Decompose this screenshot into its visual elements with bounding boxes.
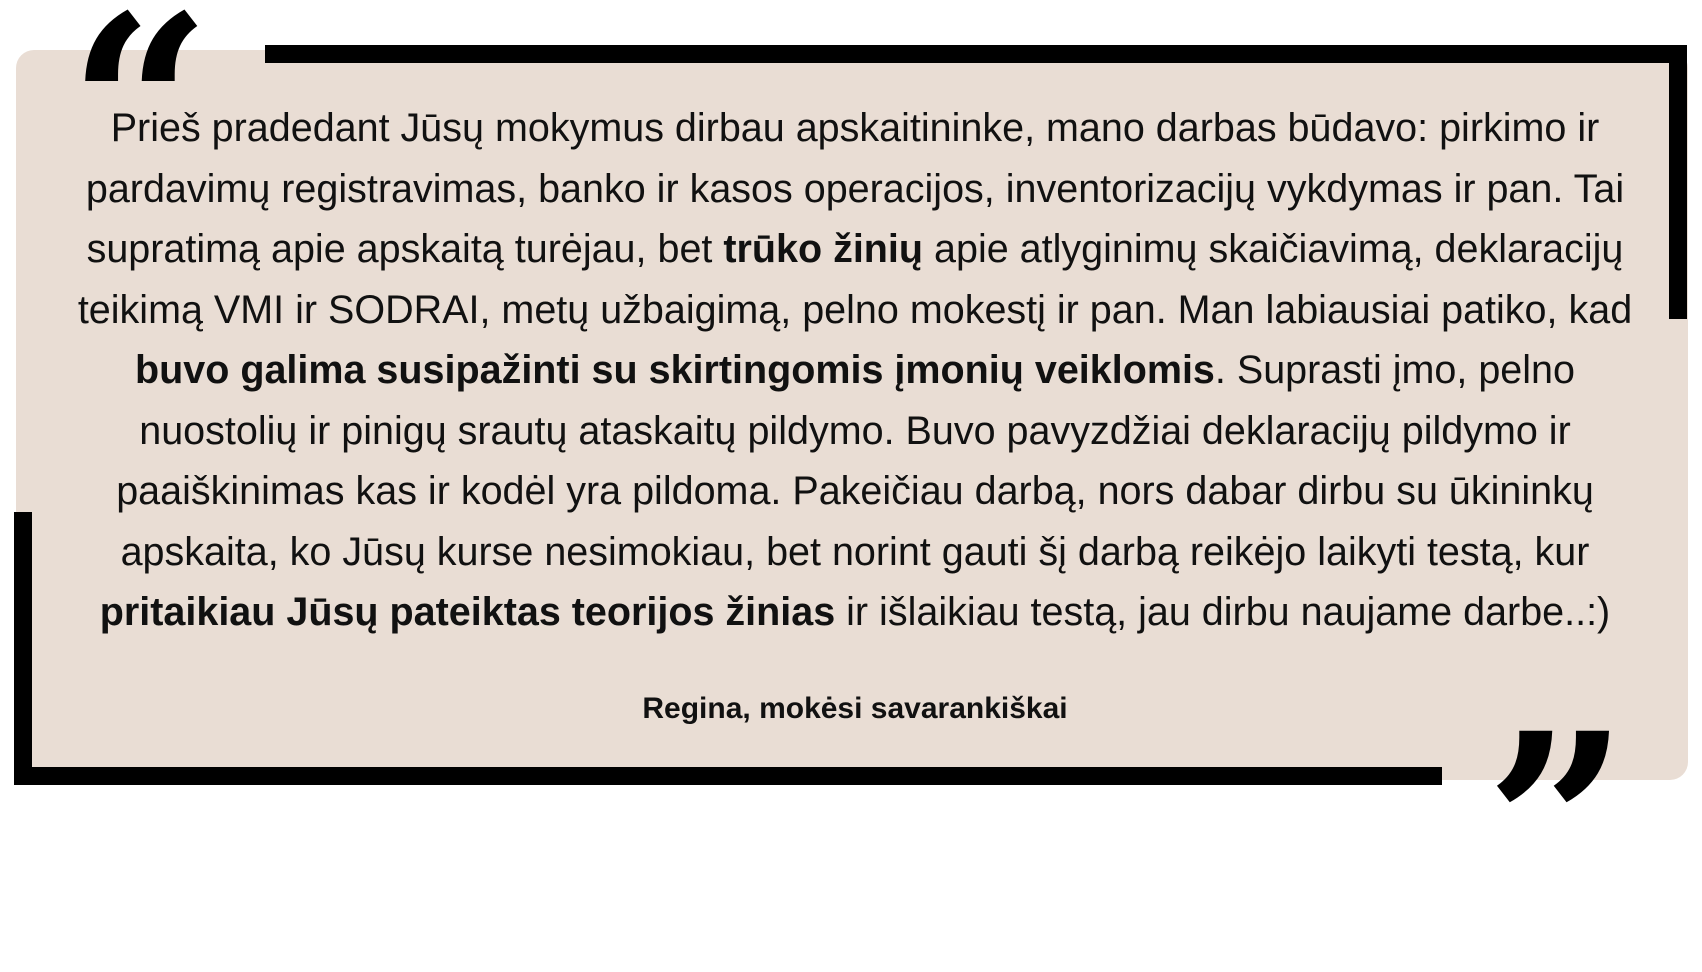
close-quote-icon: ” (1485, 678, 1629, 972)
testimonial-text (60, 98, 1650, 643)
text-segment: apie atlyginimų skaičiavimą, deklaracijų teikimą VMI ir SODRAI, metų užbaigimą, pelno mokestį ir pan. Man labiausiai patiko, kad (77, 227, 1633, 332)
open-quote-icon: “ (68, 0, 212, 254)
frame-bottom-border (14, 767, 1442, 785)
testimonial-author: Regina, mokėsi savarankiškai (642, 692, 1068, 725)
frame-top-border (265, 45, 1687, 63)
highlight-text: buvo galima susipažinti su skirtingomis įmonių veiklomis (135, 348, 1215, 392)
highlight-text: trūko žinių (723, 227, 924, 271)
highlight-text: pritaikiau Jūsų pateiktas teorijos žinias (99, 590, 836, 634)
frame-left-border (14, 512, 32, 785)
text-segment: ir išlaikiau testą, jau dirbu naujame darbe..:) (835, 590, 1611, 634)
text-segment: Prieš pradedant Jūsų mokymus dirbau apskaitininke, mano darbas būdavo: pirkimo ir pardavimų registravimas, banko ir kasos operacijos, inventorizacijų vykdymas ir pan. Tai supratimą apie apskaitą turėjau, bet (85, 106, 1625, 271)
frame-right-border (1669, 45, 1687, 319)
text-segment: . Suprasti įmo, pelno nuostolių ir pinigų srautų ataskaitų pildymo. Buvo pavyzdžiai deklaracijų pildymo ir paaiškinimas kas ir kodėl yra pildoma. Pakeičiau darbą, nors dabar dirbu su ūkininkų apskaita, ko Jūsų kurse nesimokiau, bet norint gauti šį darbą reikėjo laikyti testą, kur (116, 348, 1594, 574)
